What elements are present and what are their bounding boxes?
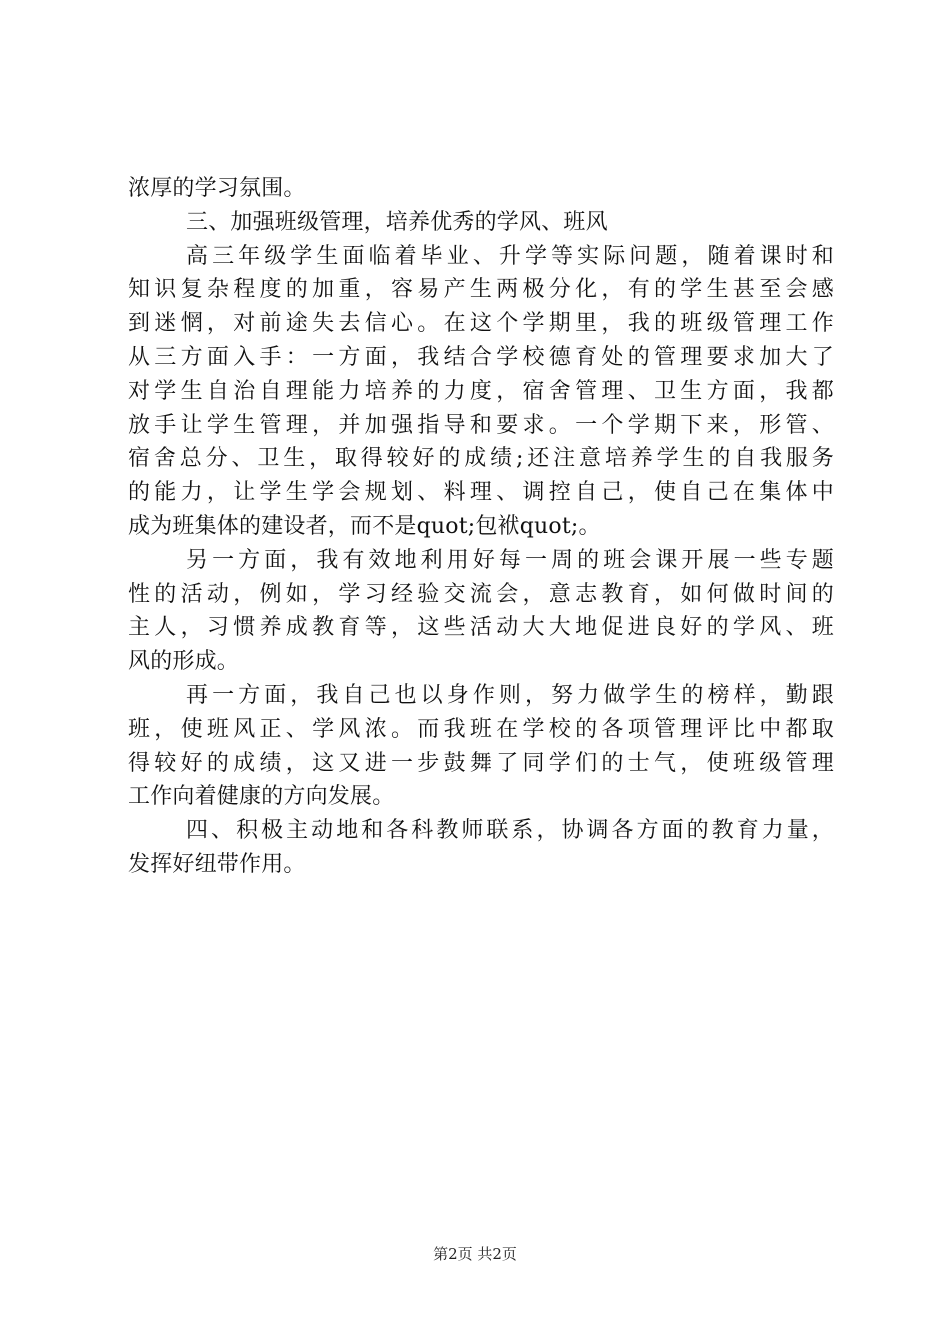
text-line: 到迷惘，对前途失去信心。在这个学期里，我的班级管理工作 [128, 311, 834, 337]
text-line: 风的形成。 [128, 649, 240, 675]
text-line: 放手让学生管理，并加强指导和要求。一个学期下来，形管、 [128, 412, 834, 438]
text-line: 另一方面，我有效地利用好每一周的班会课开展一些专题 [186, 547, 834, 573]
text-line: 宿舍总分、卫生，取得较好的成绩;还注意培养学生的自我服务 [128, 446, 834, 472]
text-line: 三、加强班级管理，培养优秀的学风、班风 [186, 209, 608, 235]
text-line: 的能力，让学生学会规划、料理、调控自己，使自己在集体中 [128, 480, 834, 506]
text-line: 发挥好纽带作用。 [128, 851, 306, 877]
text-line: 四、积极主动地和各科教师联系，协调各方面的教育力量， [186, 818, 834, 844]
text-line: 再一方面，我自己也以身作则，努力做学生的榜样，勤跟 [186, 682, 834, 708]
text-line: 成为班集体的建设者，而不是quot;包袱quot;。 [128, 513, 601, 539]
text-line: 工作向着健康的方向发展。 [128, 784, 395, 810]
page-footer: 第2页 共2页 [433, 1245, 517, 1263]
text-line: 对学生自治自理能力培养的力度，宿舍管理、卫生方面，我都 [128, 378, 834, 404]
text-line: 从三方面入手：一方面，我结合学校德育处的管理要求加大了 [128, 344, 834, 370]
text-line: 性的活动，例如，学习经验交流会，意志教育，如何做时间的 [128, 581, 834, 607]
text-line: 知识复杂程度的加重，容易产生两极分化，有的学生甚至会感 [128, 277, 834, 303]
text-line: 主人，习惯养成教育等，这些活动大大地促进良好的学风、班 [128, 615, 834, 641]
document-body [128, 172, 834, 882]
text-line: 班，使班风正、学风浓。而我班在学校的各项管理评比中都取 [128, 716, 834, 742]
text-line: 浓厚的学习氛围。 [128, 176, 306, 201]
text-line: 得较好的成绩，这又进一步鼓舞了同学们的士气，使班级管理 [128, 750, 834, 776]
text-line: 高三年级学生面临着毕业、升学等实际问题，随着课时和 [186, 243, 834, 269]
